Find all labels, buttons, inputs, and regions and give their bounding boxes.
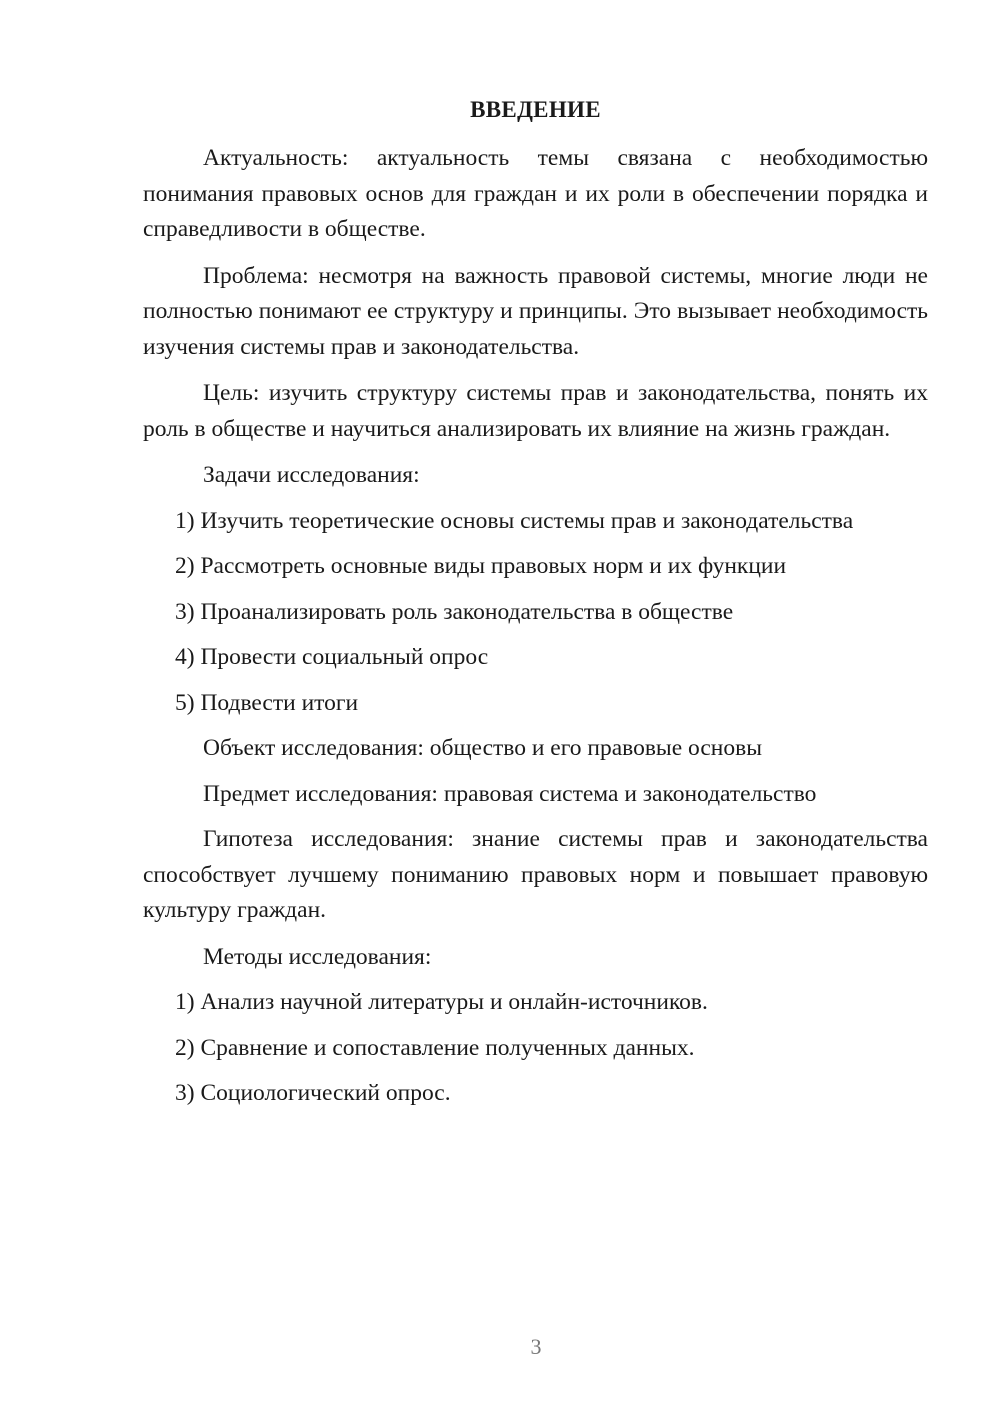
method-item-1: 1) Анализ научной литературы и онлайн-источников. bbox=[175, 989, 708, 1015]
research-subject: Предмет исследования: правовая система и законодательство bbox=[203, 780, 817, 807]
method-item-2: 2) Сравнение и сопоставление полученных данных. bbox=[175, 1034, 695, 1061]
method-item-3: 3) Социологический опрос. bbox=[175, 1080, 451, 1106]
page-number: 3 bbox=[530, 1334, 542, 1359]
tasks-heading: Задачи исследования: bbox=[203, 462, 420, 488]
task-item-5: 5) Подвести итоги bbox=[175, 689, 359, 716]
hypothesis-paragraph: Гипотеза исследования: знание системы прав и законодательства способствует лучшему пониманию правовых норм и повышает правовую культуру граждан. bbox=[143, 826, 928, 923]
task-item-2: 2) Рассмотреть основные виды правовых норм и их функции bbox=[175, 553, 787, 579]
page-content bbox=[143, 93, 928, 1122]
methods-heading: Методы исследования: bbox=[203, 943, 432, 970]
section-heading: ВВЕДЕНИЕ bbox=[470, 97, 601, 122]
task-item-3: 3) Проанализировать роль законодательства в обществе bbox=[175, 598, 734, 625]
task-item-1: 1) Изучить теоретические основы системы прав и законодательства bbox=[175, 507, 854, 534]
goal-paragraph: Цель: изучить структуру системы прав и законодательства, понять их роль в обществе и научиться анализировать их влияние на жизнь граждан. bbox=[143, 380, 928, 442]
relevance-paragraph: Актуальность: актуальность темы связана с необходимостью понимания правовых основ для граждан и их роли в обеспечении порядка и справедливости в обществе. bbox=[143, 145, 928, 242]
problem-paragraph: Проблема: несмотря на важность правовой системы, многие люди не полностью понимают ее структуру и принципы. Это вызывает необходимость изучения системы прав и законодательства. bbox=[143, 262, 928, 360]
research-object: Объект исследования: общество и его правовые основы bbox=[203, 735, 762, 761]
task-item-4: 4) Провести социальный опрос bbox=[175, 644, 489, 670]
